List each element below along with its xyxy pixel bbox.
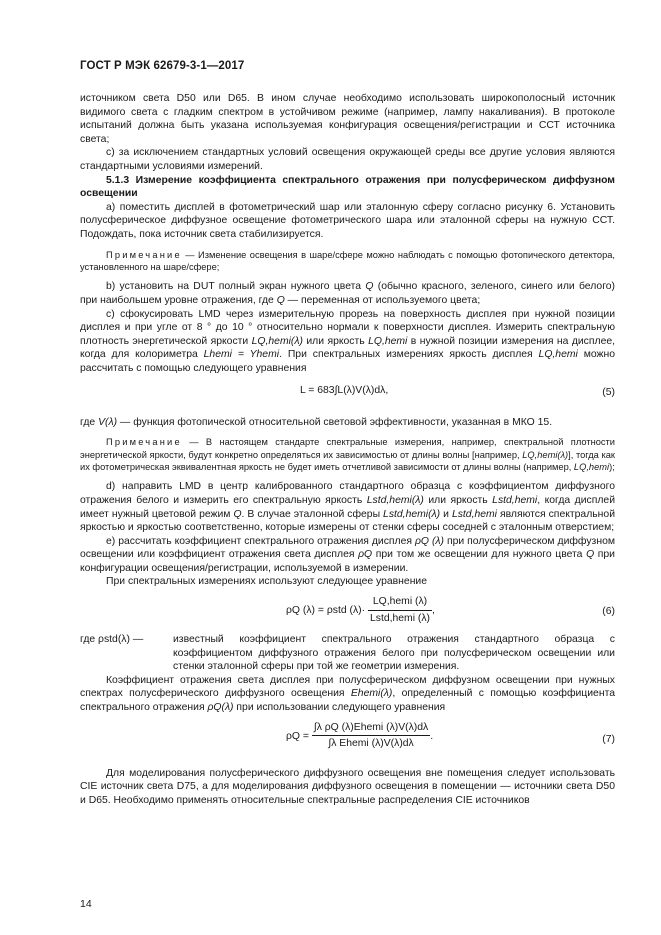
text-run: в нужной позиции измерения на дисплее, когда для колориметра <box>80 335 616 361</box>
paragraph <box>80 535 615 576</box>
formula-number: (6) <box>602 606 615 618</box>
formula-fraction <box>312 721 430 751</box>
text-run: при том же освещении для нужного цвета <box>372 549 587 561</box>
fraction-denominator: Lstd,hemi (λ) <box>369 612 431 624</box>
text-run: при полусферическом диффузном освещении или коэффициент отражения света дисплея <box>80 535 615 561</box>
formula-5 <box>80 376 615 416</box>
text-run: e) рассчитать коэффициент спектрального отражения дисплея <box>106 535 415 547</box>
formula-punct: . <box>430 730 434 742</box>
text-run: и <box>440 508 452 520</box>
formula-fraction <box>368 595 432 625</box>
text-run: при использовании следующего уравнения <box>233 702 446 714</box>
formula-number: (7) <box>602 733 615 745</box>
note-label: Примечание <box>106 437 182 448</box>
symbol: Lhemi = Yhemi <box>203 349 280 361</box>
text-run: или яркость <box>302 335 369 347</box>
paragraph: a) поместить дисплей в фотометрический шар или эталонную сферу согласно рисунку 6. Установить полусферическое диффузное освещение фотометрического шара или эталонной сферы на нужную ССТ. Подождать, пока источник света стабилизируется. <box>80 201 615 240</box>
document-body <box>80 92 615 807</box>
paragraph <box>80 416 615 430</box>
note-text: — В настоящем стандарте спектральные измерения, например, спектральной плотности энергетической яркости, будут конкретно определяться их зависимостью от длины волны [например, <box>80 437 615 460</box>
text-run: где <box>80 416 99 428</box>
text-run: — переменная от используемого цвета; <box>284 294 481 306</box>
where-text: известный коэффициент спектрального отражения стандартного образца с коэффициентом диффузного отражения белого при полусферическом освещении или стенки эталонной сферы при той же геометрии измерения. <box>173 634 615 673</box>
note <box>80 249 615 274</box>
text-run: , когда дисплей имеет нужный цветовой режим <box>80 494 615 520</box>
fraction-numerator: ∫λ ρQ (λ)Ehemi (λ)V(λ)dλ <box>312 721 430 737</box>
symbol: Ehemi(λ) <box>350 688 393 700</box>
where-clause <box>80 633 615 674</box>
symbol: Q <box>365 281 374 293</box>
where-label: где ρstd(λ) — <box>80 634 144 646</box>
paragraph: Для моделирования полусферического диффузного освещения вне помещения следует использовать CIE источник света D75, а для моделирования диффузного освещения в помещении — источники света D50 и D65. Необходимо применять относительные спектральные распределения CIE источников <box>80 767 615 806</box>
paragraph: При спектральных измерениях используют следующее уравнение <box>106 576 428 588</box>
formula-expression <box>286 721 433 751</box>
formula-lhs: ρQ = <box>286 730 309 742</box>
text-run: d) направить LMD в центр калиброванного стандартного образца с коэффициентом диффузного отражения белого и измерить его спектральную яркость <box>80 481 615 506</box>
formula-expression <box>286 595 435 625</box>
symbol: ρQ (λ) <box>414 535 445 547</box>
note-text: ); <box>609 461 615 472</box>
note-text: ], тогда как их фотометрическая эквивалентная яркость не будет иметь отчетливой зависимости от длины волны (например, <box>80 449 616 472</box>
text-run: , определенный с помощью коэффициента спектрального отражения <box>80 688 615 714</box>
formula-punct: , <box>432 604 435 616</box>
paragraph <box>80 674 615 715</box>
note-label: Примечание <box>106 249 182 260</box>
symbol: LQ,hemi <box>573 461 610 472</box>
formula-number: (5) <box>602 386 615 398</box>
paragraph <box>80 308 615 376</box>
text-run: . В случае эталонной сферы <box>241 508 384 520</box>
symbol: ρQ(λ) <box>207 702 234 714</box>
section-heading: 5.1.3 Измерение коэффициента спектрального отражения при полусферическом диффузном освещении <box>80 174 615 200</box>
text-run: Коэффициент отражения света дисплея при полусферическом диффузном освещении при нужных спектрах полусферического диффузного освещения <box>80 674 615 700</box>
symbol: V(λ) <box>98 416 118 428</box>
paragraph <box>80 280 615 307</box>
note-text: — Изменение освещения в шаре/сфере можно наблюдать с помощью фотопического детектора, установленного на шаре/сфере; <box>80 249 615 272</box>
symbol: Lstd,hemi <box>451 508 497 520</box>
fraction-denominator: ∫λ Ehemi (λ)V(λ)dλ <box>328 738 414 750</box>
symbol: Lstd,hemi <box>492 494 538 506</box>
symbol: Q <box>586 549 595 561</box>
symbol: Q <box>233 508 242 520</box>
symbol: LQ,hemi(λ) <box>251 335 303 347</box>
text-run: — функция фотопической относительной световой эффективности, указанная в МКО 15. <box>117 416 553 428</box>
text-run: (обычно красного, зеленого, синего или белого) при наибольшем уровне отражения, где <box>80 281 615 306</box>
formula-expression: L = 683∫L(λ)V(λ)dλ, <box>300 384 389 396</box>
text-run: . При спектральных измерениях яркость дисплея <box>279 349 539 361</box>
page-number: 14 <box>80 898 92 910</box>
text-run: при конфигурации освещения/регистрации, используемой в измерении. <box>80 549 615 574</box>
symbol: Lstd,hemi(λ) <box>366 494 424 506</box>
paragraph <box>80 480 615 534</box>
formula-lhs: ρQ (λ) = ρstd (λ)· <box>286 604 366 616</box>
formula-6 <box>80 589 615 633</box>
paragraph: источником света D50 или D65. В ином случае необходимо использовать широкополосный источник видимого света с гладким спектром в устойчивом режиме (например, лампу накаливания). В протоколе испытаний должна быть указана используемая конфигурация освещения/регистрации и ССТ источника света; <box>80 93 615 145</box>
formula-7 <box>80 715 615 767</box>
symbol: LQ,hemi <box>538 349 578 361</box>
symbol: LQ,hemi(λ) <box>522 449 569 460</box>
symbol: Q <box>276 294 285 306</box>
note <box>80 436 615 473</box>
document-header: ГОСТ Р МЭК 62679-3-1—2017 <box>80 60 245 72</box>
fraction-numerator: LQ,hemi (λ) <box>368 595 432 611</box>
text-run: c) сфокусировать LMD через измерительную прорезь на поверхность дисплея при нужной позиции дисплея и при угле от 8 ° до 10 ° относительно нормали к поверхности дисплея. Измерить спектральную плотность энергетической яркости <box>80 308 615 347</box>
text-run: b) установить на DUT полный экран нужного цвета <box>106 281 366 293</box>
symbol: ρQ <box>358 549 373 561</box>
text-run: или яркость <box>423 494 493 506</box>
paragraph: c) за исключением стандартных условий освещения окружающей среды все другие условия являются стандартными условиями измерений. <box>80 147 615 172</box>
symbol: Lstd,hemi(λ) <box>383 508 441 520</box>
text-run: являются спектральной яркостью и яркостью соответственно, которые измерены от стенки сферы соседней с эталонным отверстием; <box>80 508 615 534</box>
text-run: можно рассчитать с помощью следующего уравнения <box>80 349 615 374</box>
symbol: LQ,hemi <box>368 335 408 347</box>
